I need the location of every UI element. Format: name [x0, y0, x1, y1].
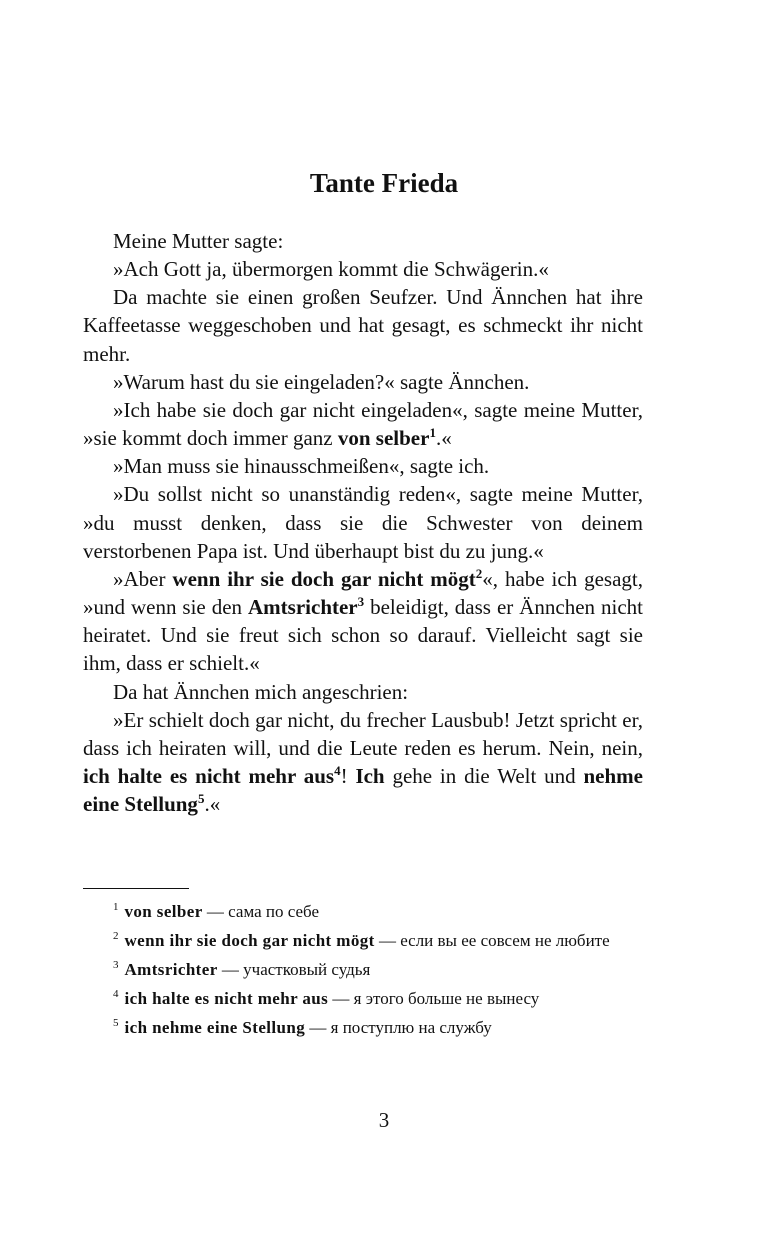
- paragraph-7: »Du sollst nicht so unanständig reden«, sagte meine Mutter, »du musst denken, dass sie die Schwester von deinem verstorbenen Papa ist. Und überhaupt bist du zu jung.«: [83, 482, 643, 563]
- footnotes: [83, 900, 643, 1045]
- footnote-term: wenn ihr sie doch gar nicht mögt: [124, 931, 375, 950]
- text-run: »Ich habe sie doch gar nicht eingeladen«, sagte meine Mutter, »sie kommt doch immer ganz: [83, 397, 643, 451]
- chapter-title: Tante Frieda: [309, 168, 459, 198]
- footnote-5: [83, 1016, 643, 1039]
- text-run: .«: [435, 426, 452, 451]
- footnote-number: 1: [113, 901, 119, 914]
- footnote-1: [83, 900, 643, 923]
- paragraph-1: Meine Mutter sagte:: [113, 229, 284, 253]
- paragraph-8: [83, 565, 643, 678]
- paragraph-5: [83, 396, 643, 452]
- footnote-2: [83, 929, 643, 952]
- footnote-dash: —: [202, 902, 229, 921]
- footnote-3: [83, 958, 643, 981]
- paragraph-10: [83, 706, 643, 819]
- footnote-dash: —: [374, 931, 401, 950]
- paragraph-4: »Warum hast du sie eingeladen?« sagte Ännchen.: [113, 369, 530, 394]
- footnote-marker: 5: [197, 791, 205, 807]
- text-run: «, habe ich gesagt, »und wenn sie den: [83, 566, 644, 620]
- paragraph-6: »Man muss sie hinausschmeißen«, sagte ich.: [113, 454, 490, 479]
- footnote-number: 4: [113, 988, 119, 1001]
- text-run: !: [340, 763, 356, 788]
- glossed-term: Amtsrichter: [248, 595, 358, 620]
- footnote-translation: участковый судья: [243, 960, 371, 979]
- footnote-number: 3: [113, 959, 119, 972]
- footnote-dash: —: [217, 960, 244, 979]
- text-run: .«: [204, 792, 221, 817]
- chapter-text: [83, 227, 643, 818]
- footnote-term: Amtsrichter: [124, 960, 218, 979]
- footnote-marker: 3: [357, 594, 365, 610]
- glossed-term: ich halte es nicht mehr aus: [83, 763, 335, 788]
- footnote-translation: сама по себе: [228, 902, 319, 921]
- glossed-term: wenn ihr sie doch gar nicht mögt: [172, 566, 476, 591]
- text-run: gehe in die Welt und: [384, 763, 584, 788]
- footnote-dash: —: [328, 989, 354, 1008]
- paragraph-2: »Ach Gott ja, übermorgen kommt die Schwägerin.«: [113, 257, 549, 282]
- footnote-translation: если вы ее совсем не любите: [400, 931, 610, 950]
- text-run: »Aber: [113, 566, 173, 591]
- glossed-term: nehme eine Stellung: [83, 763, 643, 817]
- paragraph-9: Da hat Ännchen mich angeschrien:: [113, 679, 409, 704]
- footnote-term: ich nehme eine Stellung: [124, 1018, 306, 1037]
- footnote-marker: 2: [475, 565, 483, 581]
- glossed-term: von selber: [337, 426, 430, 451]
- page-number: 3: [378, 1108, 390, 1132]
- footnote-term: ich halte es nicht mehr aus: [124, 989, 329, 1008]
- footnote-translation: я этого больше не вынесу: [353, 989, 540, 1008]
- footnote-number: 2: [113, 930, 119, 943]
- footnote-marker: 1: [429, 425, 436, 441]
- footnote-number: 5: [113, 1017, 119, 1030]
- footnote-marker: 4: [334, 762, 341, 778]
- footnote-dash: —: [305, 1018, 331, 1037]
- paragraph-3: Da machte sie einen großen Seufzer. Und Ännchen hat ihre Kaffeetasse weggeschoben und hat gesagt, es schmeckt ihr nicht mehr.: [83, 285, 643, 366]
- text-run: beleidigt, dass er Ännchen nicht heiratet. Und sie freut sich schon so darauf. Vielleicht sagt sie ihm, dass er schielt.«: [83, 595, 643, 676]
- text-run: »Er schielt doch gar nicht, du frecher Lausbub! Jetzt spricht er, dass ich heiraten will, und die Leute reden es herum. Nein, nein,: [83, 707, 643, 760]
- footnote-divider: [83, 888, 189, 889]
- glossed-term: Ich: [355, 763, 385, 788]
- footnote-4: [83, 987, 643, 1010]
- footnote-term: von selber: [124, 902, 203, 921]
- footnote-translation: я поступлю на службу: [330, 1018, 492, 1037]
